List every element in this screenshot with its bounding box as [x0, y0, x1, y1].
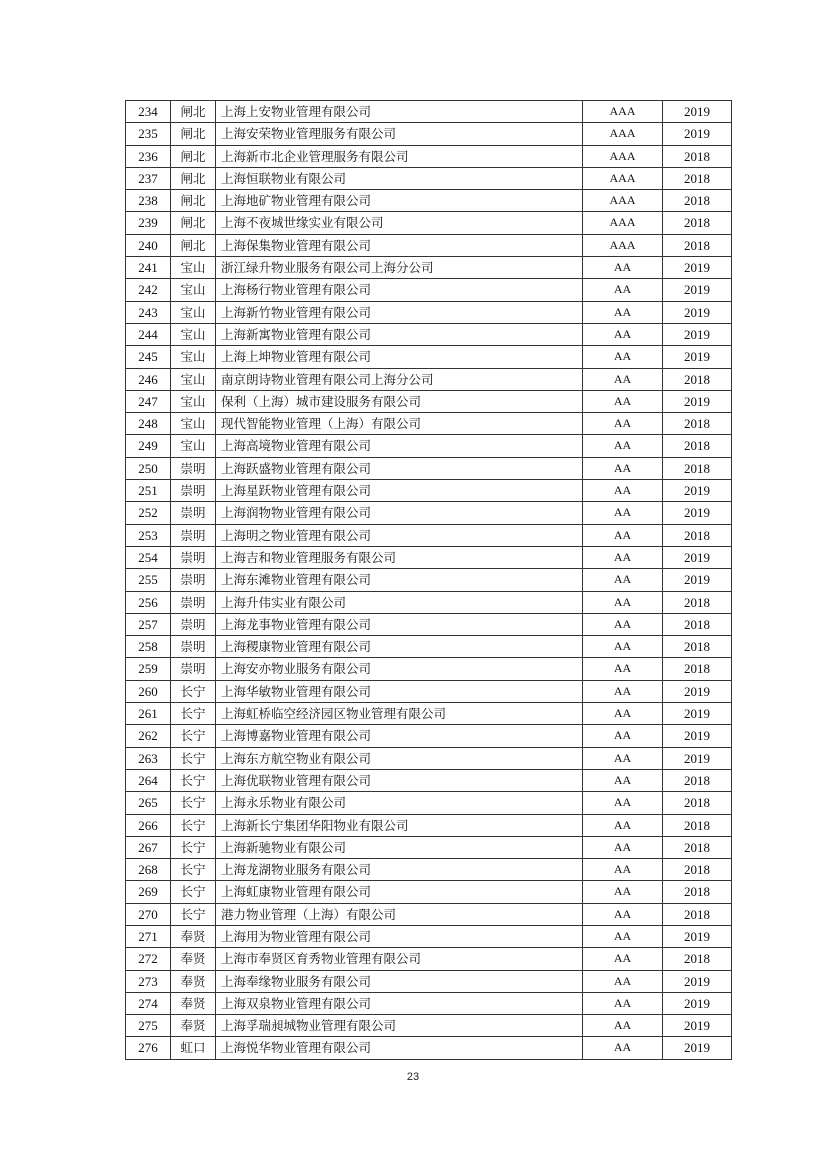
- year-cell: 2019: [663, 1037, 732, 1059]
- row-index-cell: 252: [126, 502, 171, 524]
- year-cell: 2019: [663, 1015, 732, 1037]
- row-index-cell: 266: [126, 814, 171, 836]
- year-cell: 2019: [663, 346, 732, 368]
- row-index-cell: 253: [126, 524, 171, 546]
- company-name-cell: 上海杨行物业管理有限公司: [216, 279, 583, 301]
- district-cell: 长宁: [171, 725, 216, 747]
- year-cell: 2018: [663, 881, 732, 903]
- row-index-cell: 274: [126, 992, 171, 1014]
- year-cell: 2018: [663, 859, 732, 881]
- year-cell: 2018: [663, 613, 732, 635]
- table-row: [126, 703, 732, 725]
- table-row: [126, 903, 732, 925]
- grade-cell: AA: [583, 502, 663, 524]
- grade-cell: AA: [583, 703, 663, 725]
- table-row: [126, 167, 732, 189]
- grade-cell: AAA: [583, 190, 663, 212]
- year-cell: 2019: [663, 569, 732, 591]
- company-name-cell: 上海稷康物业管理有限公司: [216, 636, 583, 658]
- company-name-cell: 上海不夜城世缘实业有限公司: [216, 212, 583, 234]
- grade-cell: AA: [583, 881, 663, 903]
- year-cell: 2019: [663, 680, 732, 702]
- table-row: [126, 368, 732, 390]
- company-name-cell: 上海永乐物业有限公司: [216, 792, 583, 814]
- district-cell: 宝山: [171, 301, 216, 323]
- district-cell: 长宁: [171, 859, 216, 881]
- district-cell: 崇明: [171, 613, 216, 635]
- table-row: [126, 613, 732, 635]
- year-cell: 2018: [663, 368, 732, 390]
- table-row: [126, 1015, 732, 1037]
- district-cell: 崇明: [171, 636, 216, 658]
- company-name-cell: 上海双泉物业管理有限公司: [216, 992, 583, 1014]
- district-cell: 崇明: [171, 658, 216, 680]
- district-cell: 长宁: [171, 747, 216, 769]
- grade-cell: AA: [583, 613, 663, 635]
- grade-cell: AA: [583, 390, 663, 412]
- table-row: [126, 925, 732, 947]
- table-row: [126, 769, 732, 791]
- district-cell: 崇明: [171, 591, 216, 613]
- grade-cell: AA: [583, 948, 663, 970]
- row-index-cell: 276: [126, 1037, 171, 1059]
- row-index-cell: 239: [126, 212, 171, 234]
- row-index-cell: 255: [126, 569, 171, 591]
- company-name-cell: 上海优联物业管理有限公司: [216, 769, 583, 791]
- district-cell: 长宁: [171, 903, 216, 925]
- grade-cell: AA: [583, 323, 663, 345]
- table-row: [126, 257, 732, 279]
- table-row: [126, 1037, 732, 1059]
- district-cell: 崇明: [171, 524, 216, 546]
- row-index-cell: 234: [126, 101, 171, 123]
- grade-cell: AAA: [583, 212, 663, 234]
- table-row: [126, 301, 732, 323]
- year-cell: 2018: [663, 524, 732, 546]
- district-cell: 宝山: [171, 346, 216, 368]
- table-row: [126, 658, 732, 680]
- row-index-cell: 236: [126, 145, 171, 167]
- company-name-cell: 浙江绿升物业服务有限公司上海分公司: [216, 257, 583, 279]
- row-index-cell: 250: [126, 457, 171, 479]
- district-cell: 宝山: [171, 390, 216, 412]
- district-cell: 宝山: [171, 323, 216, 345]
- year-cell: 2018: [663, 457, 732, 479]
- year-cell: 2019: [663, 279, 732, 301]
- row-index-cell: 275: [126, 1015, 171, 1037]
- row-index-cell: 246: [126, 368, 171, 390]
- grade-cell: AA: [583, 435, 663, 457]
- grade-cell: AA: [583, 591, 663, 613]
- district-cell: 长宁: [171, 680, 216, 702]
- year-cell: 2018: [663, 769, 732, 791]
- year-cell: 2019: [663, 703, 732, 725]
- grade-cell: AA: [583, 814, 663, 836]
- year-cell: 2018: [663, 435, 732, 457]
- table-row: [126, 480, 732, 502]
- row-index-cell: 267: [126, 836, 171, 858]
- grade-cell: AA: [583, 279, 663, 301]
- company-name-cell: 上海新寓物业管理有限公司: [216, 323, 583, 345]
- grade-cell: AAA: [583, 234, 663, 256]
- row-index-cell: 264: [126, 769, 171, 791]
- grade-cell: AA: [583, 925, 663, 947]
- district-cell: 虹口: [171, 1037, 216, 1059]
- district-cell: 闸北: [171, 123, 216, 145]
- district-cell: 奉贤: [171, 948, 216, 970]
- table-row: [126, 234, 732, 256]
- table-row: [126, 123, 732, 145]
- district-cell: 闸北: [171, 167, 216, 189]
- district-cell: 长宁: [171, 836, 216, 858]
- row-index-cell: 244: [126, 323, 171, 345]
- grade-cell: AA: [583, 480, 663, 502]
- year-cell: 2018: [663, 591, 732, 613]
- grade-cell: AA: [583, 903, 663, 925]
- row-index-cell: 273: [126, 970, 171, 992]
- company-name-cell: 上海新长宁集团华阳物业有限公司: [216, 814, 583, 836]
- table-row: [126, 101, 732, 123]
- company-name-cell: 上海市奉贤区育秀物业管理有限公司: [216, 948, 583, 970]
- company-name-cell: 上海上安物业管理有限公司: [216, 101, 583, 123]
- company-name-cell: 现代智能物业管理（上海）有限公司: [216, 413, 583, 435]
- company-name-cell: 上海新竹物业管理有限公司: [216, 301, 583, 323]
- grade-cell: AA: [583, 569, 663, 591]
- row-index-cell: 263: [126, 747, 171, 769]
- year-cell: 2019: [663, 725, 732, 747]
- year-cell: 2019: [663, 992, 732, 1014]
- year-cell: 2018: [663, 234, 732, 256]
- row-index-cell: 247: [126, 390, 171, 412]
- district-cell: 崇明: [171, 569, 216, 591]
- year-cell: 2019: [663, 301, 732, 323]
- table-row: [126, 591, 732, 613]
- row-index-cell: 260: [126, 680, 171, 702]
- table-row: [126, 636, 732, 658]
- table-row: [126, 435, 732, 457]
- table-row: [126, 859, 732, 881]
- grade-cell: AA: [583, 836, 663, 858]
- table-row: [126, 948, 732, 970]
- district-cell: 奉贤: [171, 925, 216, 947]
- grade-cell: AA: [583, 257, 663, 279]
- company-name-cell: 上海保集物业管理有限公司: [216, 234, 583, 256]
- row-index-cell: 271: [126, 925, 171, 947]
- row-index-cell: 245: [126, 346, 171, 368]
- grade-cell: AA: [583, 636, 663, 658]
- year-cell: 2019: [663, 323, 732, 345]
- company-name-cell: 上海恒联物业有限公司: [216, 167, 583, 189]
- row-index-cell: 241: [126, 257, 171, 279]
- year-cell: 2019: [663, 101, 732, 123]
- year-cell: 2018: [663, 636, 732, 658]
- row-index-cell: 238: [126, 190, 171, 212]
- table-row: [126, 970, 732, 992]
- district-cell: 闸北: [171, 212, 216, 234]
- row-index-cell: 261: [126, 703, 171, 725]
- grade-cell: AA: [583, 1015, 663, 1037]
- year-cell: 2018: [663, 413, 732, 435]
- company-name-cell: 上海奉缘物业服务有限公司: [216, 970, 583, 992]
- row-index-cell: 270: [126, 903, 171, 925]
- company-name-cell: 上海华敏物业管理有限公司: [216, 680, 583, 702]
- company-name-cell: 上海升伟实业有限公司: [216, 591, 583, 613]
- table-row: [126, 814, 732, 836]
- year-cell: 2018: [663, 814, 732, 836]
- year-cell: 2018: [663, 658, 732, 680]
- row-index-cell: 240: [126, 234, 171, 256]
- row-index-cell: 256: [126, 591, 171, 613]
- row-index-cell: 259: [126, 658, 171, 680]
- grade-cell: AA: [583, 413, 663, 435]
- district-cell: 长宁: [171, 881, 216, 903]
- district-cell: 长宁: [171, 792, 216, 814]
- row-index-cell: 235: [126, 123, 171, 145]
- grade-cell: AA: [583, 546, 663, 568]
- company-name-cell: 上海安荣物业管理服务有限公司: [216, 123, 583, 145]
- company-name-cell: 南京朗诗物业管理有限公司上海分公司: [216, 368, 583, 390]
- company-name-cell: 上海明之物业管理有限公司: [216, 524, 583, 546]
- company-name-cell: 上海龙湖物业服务有限公司: [216, 859, 583, 881]
- year-cell: 2019: [663, 970, 732, 992]
- company-name-cell: 上海东方航空物业有限公司: [216, 747, 583, 769]
- grade-cell: AA: [583, 769, 663, 791]
- table-row: [126, 323, 732, 345]
- grade-cell: AAA: [583, 101, 663, 123]
- grade-cell: AA: [583, 970, 663, 992]
- district-cell: 宝山: [171, 279, 216, 301]
- year-cell: 2018: [663, 212, 732, 234]
- company-name-cell: 保利（上海）城市建设服务有限公司: [216, 390, 583, 412]
- company-name-cell: 上海东滩物业管理有限公司: [216, 569, 583, 591]
- grade-cell: AA: [583, 524, 663, 546]
- row-index-cell: 265: [126, 792, 171, 814]
- grade-cell: AA: [583, 658, 663, 680]
- grade-cell: AAA: [583, 123, 663, 145]
- table-row: [126, 390, 732, 412]
- grade-cell: AA: [583, 1037, 663, 1059]
- year-cell: 2019: [663, 747, 732, 769]
- district-cell: 长宁: [171, 814, 216, 836]
- company-name-cell: 上海跃盛物业管理有限公司: [216, 457, 583, 479]
- grade-cell: AA: [583, 792, 663, 814]
- company-rating-table: [125, 100, 732, 1060]
- table-body: [126, 101, 732, 1060]
- grade-cell: AA: [583, 457, 663, 479]
- district-cell: 闸北: [171, 101, 216, 123]
- table-row: [126, 747, 732, 769]
- district-cell: 宝山: [171, 413, 216, 435]
- year-cell: 2019: [663, 257, 732, 279]
- district-cell: 长宁: [171, 703, 216, 725]
- district-cell: 闸北: [171, 145, 216, 167]
- district-cell: 闸北: [171, 190, 216, 212]
- year-cell: 2019: [663, 390, 732, 412]
- table-row: [126, 279, 732, 301]
- row-index-cell: 262: [126, 725, 171, 747]
- table-row: [126, 992, 732, 1014]
- row-index-cell: 272: [126, 948, 171, 970]
- grade-cell: AA: [583, 859, 663, 881]
- year-cell: 2018: [663, 190, 732, 212]
- table-row: [126, 502, 732, 524]
- grade-cell: AA: [583, 680, 663, 702]
- company-name-cell: 上海安亦物业服务有限公司: [216, 658, 583, 680]
- grade-cell: AA: [583, 368, 663, 390]
- grade-cell: AA: [583, 747, 663, 769]
- company-name-cell: 上海龙事物业管理有限公司: [216, 613, 583, 635]
- district-cell: 奉贤: [171, 1015, 216, 1037]
- company-name-cell: 上海博嘉物业管理有限公司: [216, 725, 583, 747]
- company-name-cell: 上海润物物业管理有限公司: [216, 502, 583, 524]
- year-cell: 2018: [663, 836, 732, 858]
- table-row: [126, 881, 732, 903]
- grade-cell: AAA: [583, 145, 663, 167]
- table-row: [126, 413, 732, 435]
- company-name-cell: 上海高境物业管理有限公司: [216, 435, 583, 457]
- row-index-cell: 248: [126, 413, 171, 435]
- table-row: [126, 569, 732, 591]
- district-cell: 宝山: [171, 257, 216, 279]
- table-row: [126, 836, 732, 858]
- company-name-cell: 港力物业管理（上海）有限公司: [216, 903, 583, 925]
- district-cell: 奉贤: [171, 970, 216, 992]
- company-name-cell: 上海孚瑞昶城物业管理有限公司: [216, 1015, 583, 1037]
- page-number: 23: [406, 1071, 420, 1083]
- company-name-cell: 上海地矿物业管理有限公司: [216, 190, 583, 212]
- row-index-cell: 268: [126, 859, 171, 881]
- row-index-cell: 249: [126, 435, 171, 457]
- company-name-cell: 上海新驰物业有限公司: [216, 836, 583, 858]
- district-cell: 崇明: [171, 546, 216, 568]
- row-index-cell: 251: [126, 480, 171, 502]
- company-name-cell: 上海新市北企业管理服务有限公司: [216, 145, 583, 167]
- company-name-cell: 上海悦华物业管理有限公司: [216, 1037, 583, 1059]
- row-index-cell: 258: [126, 636, 171, 658]
- table-row: [126, 725, 732, 747]
- district-cell: 崇明: [171, 480, 216, 502]
- grade-cell: AA: [583, 346, 663, 368]
- year-cell: 2018: [663, 792, 732, 814]
- district-cell: 崇明: [171, 502, 216, 524]
- year-cell: 2018: [663, 167, 732, 189]
- year-cell: 2018: [663, 145, 732, 167]
- year-cell: 2019: [663, 546, 732, 568]
- table-row: [126, 524, 732, 546]
- year-cell: 2019: [663, 123, 732, 145]
- row-index-cell: 237: [126, 167, 171, 189]
- year-cell: 2019: [663, 480, 732, 502]
- grade-cell: AA: [583, 992, 663, 1014]
- district-cell: 闸北: [171, 234, 216, 256]
- table-row: [126, 145, 732, 167]
- row-index-cell: 254: [126, 546, 171, 568]
- year-cell: 2018: [663, 948, 732, 970]
- row-index-cell: 257: [126, 613, 171, 635]
- table-row: [126, 457, 732, 479]
- company-name-cell: 上海吉和物业管理服务有限公司: [216, 546, 583, 568]
- company-name-cell: 上海用为物业管理有限公司: [216, 925, 583, 947]
- company-name-cell: 上海虹桥临空经济园区物业管理有限公司: [216, 703, 583, 725]
- table-row: [126, 680, 732, 702]
- district-cell: 长宁: [171, 769, 216, 791]
- district-cell: 崇明: [171, 457, 216, 479]
- row-index-cell: 242: [126, 279, 171, 301]
- grade-cell: AAA: [583, 167, 663, 189]
- grade-cell: AA: [583, 725, 663, 747]
- table-row: [126, 546, 732, 568]
- company-name-cell: 上海虹康物业管理有限公司: [216, 881, 583, 903]
- year-cell: 2019: [663, 502, 732, 524]
- district-cell: 奉贤: [171, 992, 216, 1014]
- table-row: [126, 792, 732, 814]
- table-row: [126, 190, 732, 212]
- company-name-cell: 上海上坤物业管理有限公司: [216, 346, 583, 368]
- table-row: [126, 212, 732, 234]
- table-row: [126, 346, 732, 368]
- district-cell: 宝山: [171, 435, 216, 457]
- row-index-cell: 243: [126, 301, 171, 323]
- company-name-cell: 上海星跃物业管理有限公司: [216, 480, 583, 502]
- year-cell: 2019: [663, 925, 732, 947]
- row-index-cell: 269: [126, 881, 171, 903]
- grade-cell: AA: [583, 301, 663, 323]
- year-cell: 2018: [663, 903, 732, 925]
- district-cell: 宝山: [171, 368, 216, 390]
